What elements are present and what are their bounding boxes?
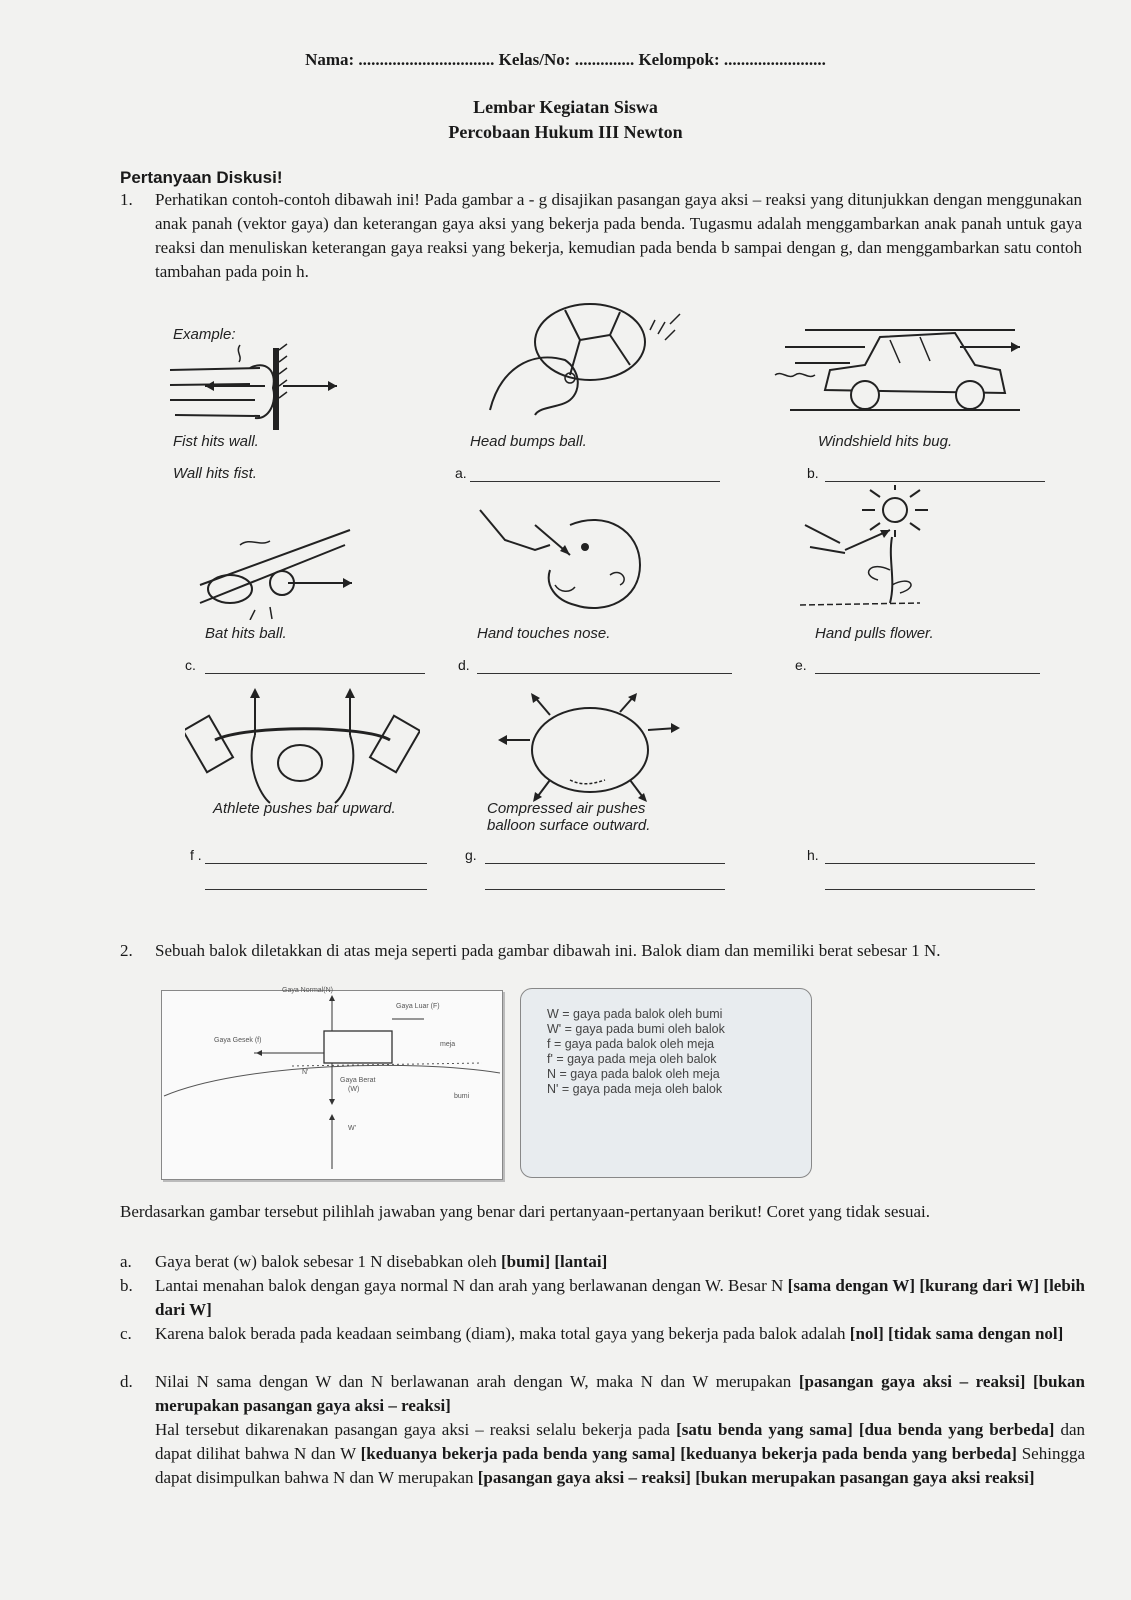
fist-wall-drawing [165, 340, 350, 435]
legend-line-5: N = gaya pada balok oleh meja [547, 1067, 720, 1081]
q2-number: 2. [120, 941, 133, 960]
g-answer-line-1[interactable] [485, 863, 725, 864]
force-diagram [161, 987, 503, 1180]
car-bug-drawing [770, 325, 1035, 420]
worksheet-subtitle: Percobaan Hukum III Newton [448, 122, 683, 142]
student-info-header [0, 50, 1131, 70]
diagram-normal-label: Gaya Normal(N) [282, 987, 333, 994]
q2a-label: a. [120, 1252, 132, 1271]
q2d-statement [155, 1370, 1085, 1490]
q2d-text-1: Nilai N sama dengan W dan N berlawanan arah dengan W, maka N dan W merupakan [155, 1372, 799, 1391]
q2c-options[interactable]: [nol] [tidak sama dengan nol] [849, 1324, 1064, 1343]
h-answer-line-2[interactable] [825, 889, 1035, 890]
e-answer-line[interactable] [815, 673, 1040, 674]
f-answer-line-2[interactable] [205, 889, 427, 890]
example-answer: Wall hits fist. [173, 465, 257, 482]
q2d-options-3[interactable]: [keduanya bekerja pada benda yang sama] [keduanya bekerja pada benda yang berbeda] [360, 1444, 1017, 1463]
h-label: h. [807, 847, 819, 863]
head-ball-drawing [470, 300, 700, 430]
hand-nose-drawing [475, 505, 655, 620]
legend-line-4: f' = gaya pada meja oleh balok [547, 1052, 717, 1066]
q2d-options-2[interactable]: [satu benda yang sama] [dua benda yang berbeda] [676, 1420, 1055, 1439]
g-answer-line-2[interactable] [485, 889, 725, 890]
q2d-options-4[interactable]: [pasangan gaya aksi – reaksi] [bukan merupakan pasangan gaya aksi reaksi] [477, 1468, 1035, 1487]
d-label: d. [458, 657, 470, 673]
q2b-label: b. [120, 1276, 133, 1295]
diagram-berat-label: Gaya Berat [340, 1077, 376, 1084]
diagram-gesek-label: Gaya Gesek (f) [214, 1037, 262, 1044]
e-caption: Hand pulls flower. [815, 625, 934, 642]
q2-instruction: Berdasarkan gambar tersebut pilihlah jawaban yang benar dari pertanyaan-pertanyaan berikut! Coret yang tidak sesuai. [120, 1202, 931, 1221]
worksheet-title: Lembar Kegiatan Siswa [473, 97, 658, 117]
b-caption: Windshield hits bug. [818, 433, 953, 450]
q2b-statement [155, 1274, 1085, 1322]
diagram-bumi-label: bumi [454, 1093, 470, 1100]
legend-box [520, 988, 812, 1178]
q2a-statement [155, 1250, 1085, 1274]
q2a-options[interactable]: [bumi] [lantai] [501, 1252, 608, 1271]
g-label: g. [465, 847, 477, 863]
a-answer-line[interactable] [470, 481, 720, 482]
q2c-text: Karena balok berada pada keadaan seimbang (diam), maka total gaya yang bekerja pada balok adalah [155, 1324, 850, 1343]
b-label: b. [807, 465, 819, 481]
q2b-options[interactable]: [sama dengan W] [kurang dari W] [lebih dari W] [155, 1276, 1085, 1319]
q2c-label: c. [120, 1324, 132, 1343]
legend-line-1: W = gaya pada balok oleh bumi [547, 1007, 723, 1021]
e-label: e. [795, 657, 807, 673]
q2d-text-2: Hal tersebut dikarenakan pasangan gaya aksi – reaksi selalu bekerja pada [155, 1420, 677, 1439]
diagram-luar-label: Gaya Luar (F) [396, 1003, 440, 1010]
c-label: c. [185, 657, 196, 673]
diagram-wprime-label: W' [348, 1125, 356, 1132]
balloon-drawing [495, 690, 685, 810]
legend-line-2: W' = gaya pada bumi oleh balok [547, 1022, 725, 1036]
f-label: f . [190, 847, 202, 863]
b-answer-line[interactable] [825, 481, 1045, 482]
q2d-label: d. [120, 1372, 133, 1391]
q2d-text-3: dan dapat dilihat bahwa N dan W [155, 1420, 1085, 1463]
q2d-options-1[interactable]: [pasangan gaya aksi – reaksi] [bukan merupakan pasangan gaya aksi – reaksi] [155, 1372, 1085, 1415]
q2-text: Sebuah balok diletakkan di atas meja seperti pada gambar dibawah ini. Balok diam dan memiliki berat sebesar 1 N. [155, 941, 941, 960]
c-caption: Bat hits ball. [205, 625, 287, 642]
class-field-label: Kelas/No: .............. [498, 50, 635, 69]
diagram-meja-label: meja [440, 1041, 456, 1048]
group-field-label: Kelompok: ........................ [638, 50, 826, 69]
bat-ball-drawing [180, 525, 370, 620]
f-caption: Athlete pushes bar upward. [213, 800, 396, 817]
q1-number: 1. [120, 190, 133, 209]
hand-flower-drawing [800, 485, 950, 620]
athlete-bar-drawing [185, 685, 420, 805]
section-title: Pertanyaan Diskusi! [120, 168, 283, 187]
diagram-w-label: (W) [348, 1086, 360, 1093]
d-caption: Hand touches nose. [477, 625, 611, 642]
f-answer-line-1[interactable] [205, 863, 427, 864]
h-answer-line-1[interactable] [825, 863, 1035, 864]
g-caption-2: balloon surface outward. [487, 817, 651, 834]
legend-line-6: N' = gaya pada meja oleh balok [547, 1082, 723, 1096]
example-label: Example: [173, 326, 236, 343]
diagram-nprime-label: N' [302, 1069, 309, 1076]
g-caption-1: Compressed air pushes [487, 800, 646, 817]
name-field-label: Nama: ................................ [305, 50, 495, 69]
q2b-text: Lantai menahan balok dengan gaya normal N dan arah yang berlawanan dengan W. Besar N [155, 1276, 788, 1295]
a-label: a. [455, 465, 467, 481]
a-caption: Head bumps ball. [470, 433, 587, 450]
q2a-text: Gaya berat (w) balok sebesar 1 N disebabkan oleh [155, 1252, 502, 1271]
q2d-text-4: Sehingga dapat disimpulkan bahwa N dan W merupakan [155, 1444, 1085, 1487]
q1-text: Perhatikan contoh-contoh dibawah ini! Pada gambar a - g disajikan pasangan gaya aksi – reaksi yang ditunjukkan dengan menggunakan anak panah (vektor gaya) dan keterangan gaya aksi yang bekerja pada benda. Tugasmu adalah menggambarkan anak panah untuk gaya reaksi dan menuliskan keterangan gaya reaksi yang bekerja, kemudian pada benda b sampai dengan g, dan menggambarkan satu contoh tambahan pada poin h. [155, 190, 1082, 281]
legend-line-3: f = gaya pada balok oleh meja [547, 1037, 715, 1051]
c-answer-line[interactable] [205, 673, 425, 674]
q2c-statement [155, 1322, 1085, 1346]
example-caption: Fist hits wall. [173, 433, 259, 450]
d-answer-line[interactable] [477, 673, 732, 674]
